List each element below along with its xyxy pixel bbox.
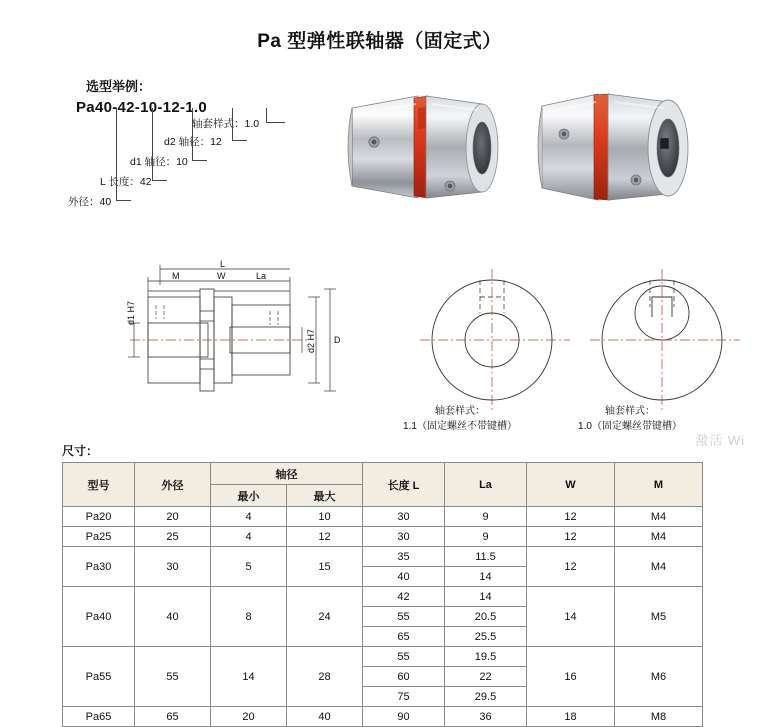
cell-bore-max: 28: [287, 647, 363, 707]
table-header-row-1: [63, 463, 703, 485]
cell-w: 14: [527, 587, 615, 647]
cell-w: 16: [527, 647, 615, 707]
model-code-example: Pa40-42-10-12-1.0: [76, 99, 208, 116]
table-row: [63, 707, 703, 727]
cell-model: Pa30: [63, 547, 135, 587]
cell-bore-max: 12: [287, 527, 363, 547]
cell-length: 90: [363, 707, 445, 727]
cell-m: M6: [615, 647, 703, 707]
cell-length: 35: [363, 547, 445, 567]
callout-label-d2: d2 轴径：12: [164, 136, 222, 148]
cell-la: 9: [445, 527, 527, 547]
cell-outer-diameter: 25: [135, 527, 211, 547]
cell-la: 14: [445, 567, 527, 587]
cell-model: Pa25: [63, 527, 135, 547]
table-row: [63, 587, 703, 607]
page-title: Pa 型弹性联轴器（固定式）: [257, 31, 502, 52]
cell-model: Pa65: [63, 707, 135, 727]
cell-w: 18: [527, 707, 615, 727]
cell-outer-diameter: 65: [135, 707, 211, 727]
cell-length: 60: [363, 667, 445, 687]
cell-bore-min: 20: [211, 707, 287, 727]
callout-label-length: L 长度：42: [100, 176, 152, 188]
cell-la: 9: [445, 507, 527, 527]
coupling-photo-left: [322, 68, 502, 228]
cell-outer-diameter: 30: [135, 547, 211, 587]
callout-label-d1: d1 轴径：10: [130, 156, 188, 168]
cell-m: M4: [615, 547, 703, 587]
dim-label-d2: d2 H7: [306, 328, 316, 353]
callout-label-outer: 外径：40: [68, 196, 112, 208]
cell-length: 40: [363, 567, 445, 587]
cell-la: 20.5: [445, 607, 527, 627]
th-bore-max: 最大: [287, 485, 363, 507]
model-code-callout: [68, 76, 322, 251]
cell-la: 11.5: [445, 547, 527, 567]
cell-model: Pa20: [63, 507, 135, 527]
table-row: [63, 547, 703, 567]
cell-bore-min: 4: [211, 527, 287, 547]
cell-m: M8: [615, 707, 703, 727]
cell-w: 12: [527, 547, 615, 587]
leader-line-5: [116, 108, 131, 201]
table-head: [63, 463, 703, 507]
cell-w: 12: [527, 507, 615, 527]
cell-bore-min: 5: [211, 547, 287, 587]
cell-outer-diameter: 20: [135, 507, 211, 527]
dim-label-L: L: [220, 259, 226, 269]
coupling-photo-right: [520, 68, 700, 228]
cell-bore-max: 15: [287, 547, 363, 587]
cell-la: 14: [445, 587, 527, 607]
th-bore-min: 最小: [211, 485, 287, 507]
caption-bush-1-1: 轴套样式： 1.1（固定螺丝不带键槽）: [403, 406, 517, 432]
cell-model: Pa55: [63, 647, 135, 707]
cell-model: Pa40: [63, 587, 135, 647]
cell-length: 75: [363, 687, 445, 707]
th-m: M: [615, 463, 703, 507]
cell-length: 65: [363, 627, 445, 647]
cell-bore-min: 8: [211, 587, 287, 647]
cell-length: 55: [363, 647, 445, 667]
cell-w: 12: [527, 527, 615, 547]
cell-la: 36: [445, 707, 527, 727]
th-outer-diameter: 外径: [135, 463, 211, 507]
cell-bore-max: 40: [287, 707, 363, 727]
cell-bore-min: 4: [211, 507, 287, 527]
dim-label-W: W: [217, 271, 226, 281]
dimension-table: [62, 462, 703, 727]
leader-line-1: [266, 108, 285, 123]
cell-outer-diameter: 55: [135, 647, 211, 707]
cell-la: 22: [445, 667, 527, 687]
activation-watermark: 激活 Wi: [695, 433, 745, 448]
leader-line-3: [192, 108, 207, 161]
th-model: 型号: [63, 463, 135, 507]
cell-la: 19.5: [445, 647, 527, 667]
cell-outer-diameter: 40: [135, 587, 211, 647]
callout-label-bush: 轴套样式：1.0: [192, 118, 260, 130]
leader-line-2: [232, 108, 247, 141]
coupling-illustration-right: [520, 68, 700, 228]
callout-heading: 选型举例：: [86, 79, 152, 94]
th-w: W: [527, 463, 615, 507]
technical-drawing: [120, 255, 740, 445]
dim-label-D: D: [334, 335, 341, 345]
cell-bore-min: 14: [211, 647, 287, 707]
cell-m: M5: [615, 587, 703, 647]
cell-length: 30: [363, 527, 445, 547]
th-length: 长度 L: [363, 463, 445, 507]
cell-bore-max: 10: [287, 507, 363, 527]
cell-la: 25.5: [445, 627, 527, 647]
cell-length: 42: [363, 587, 445, 607]
coupling-illustration-left: [322, 68, 502, 228]
dim-label-M: M: [172, 271, 180, 281]
cell-bore-max: 24: [287, 587, 363, 647]
leader-line-4: [152, 108, 167, 181]
table-row: [63, 527, 703, 547]
th-bore: 轴径: [211, 463, 363, 485]
cell-la: 29.5: [445, 687, 527, 707]
caption-bush-1-0: 轴套样式： 1.0（固定螺丝带键槽）: [578, 406, 682, 432]
dim-label-La: La: [256, 271, 267, 281]
cell-length: 55: [363, 607, 445, 627]
cell-length: 30: [363, 507, 445, 527]
dim-label-d1: d1 H7: [126, 300, 136, 325]
th-la: La: [445, 463, 527, 507]
table-row: [63, 507, 703, 527]
table-caption: 尺寸：: [62, 444, 99, 458]
table-body: [63, 507, 703, 727]
table-row: [63, 647, 703, 667]
cell-m: M4: [615, 527, 703, 547]
cell-m: M4: [615, 507, 703, 527]
